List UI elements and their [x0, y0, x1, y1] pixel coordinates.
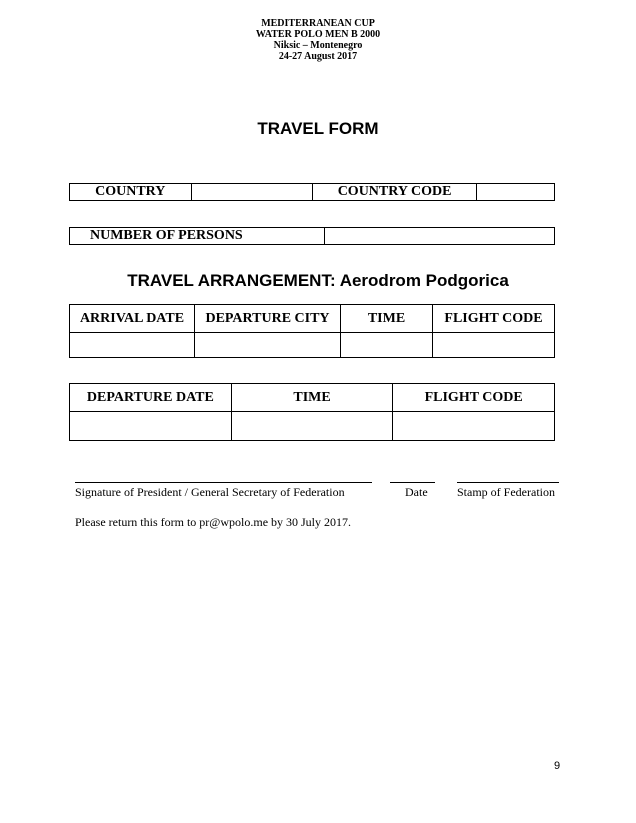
- page-number: 9: [554, 760, 561, 772]
- header-location: Niksic – Montenegro: [273, 40, 363, 51]
- document-header: [0, 18, 636, 62]
- country-code-label: COUNTRY CODE: [313, 184, 476, 201]
- country-field[interactable]: [191, 184, 313, 201]
- arrival-table: [69, 304, 555, 358]
- departure-city-field[interactable]: [195, 333, 341, 358]
- arrival-flight-code-header: FLIGHT CODE: [433, 305, 555, 333]
- departure-flight-code-header: FLIGHT CODE: [393, 384, 555, 412]
- persons-table: [69, 227, 555, 245]
- date-signature-line[interactable]: [390, 482, 435, 483]
- president-signature-label: Signature of President / General Secretary of Federation: [75, 485, 345, 499]
- country-code-field[interactable]: [476, 184, 554, 201]
- country-label: COUNTRY: [70, 184, 192, 201]
- form-title: TRAVEL FORM: [257, 119, 379, 138]
- stamp-label: Stamp of Federation: [457, 485, 555, 499]
- header-category: WATER POLO MEN B 2000: [255, 29, 381, 40]
- arrival-date-field[interactable]: [70, 333, 195, 358]
- departure-flight-code-field[interactable]: [393, 412, 555, 441]
- departure-date-header: DEPARTURE DATE: [70, 384, 232, 412]
- number-of-persons-label: NUMBER OF PERSONS: [70, 228, 325, 245]
- header-dates: 24-27 August 2017: [278, 51, 358, 62]
- arrival-time-header: TIME: [341, 305, 433, 333]
- arrival-time-field[interactable]: [341, 333, 433, 358]
- return-instructions: Please return this form to pr@wpolo.me by 30 July 2017.: [75, 515, 352, 529]
- departure-table: [69, 383, 555, 441]
- arrival-header-row: [70, 305, 555, 333]
- departure-time-header: TIME: [231, 384, 393, 412]
- arrival-entry-row: [70, 333, 555, 358]
- travel-arrangement-title: TRAVEL ARRANGEMENT: Aerodrom Podgorica: [127, 271, 509, 290]
- header-event-name: MEDITERRANEAN CUP: [261, 18, 375, 29]
- departure-city-header: DEPARTURE CITY: [195, 305, 341, 333]
- departure-date-field[interactable]: [70, 412, 232, 441]
- number-of-persons-field[interactable]: [325, 228, 555, 245]
- arrival-flight-code-field[interactable]: [433, 333, 555, 358]
- departure-entry-row: [70, 412, 555, 441]
- departure-time-field[interactable]: [231, 412, 393, 441]
- stamp-signature-line[interactable]: [457, 482, 559, 483]
- country-table: [69, 183, 555, 201]
- departure-header-row: [70, 384, 555, 412]
- date-label: Date: [405, 485, 428, 499]
- arrival-date-header: ARRIVAL DATE: [70, 305, 195, 333]
- president-signature-line[interactable]: [75, 482, 372, 483]
